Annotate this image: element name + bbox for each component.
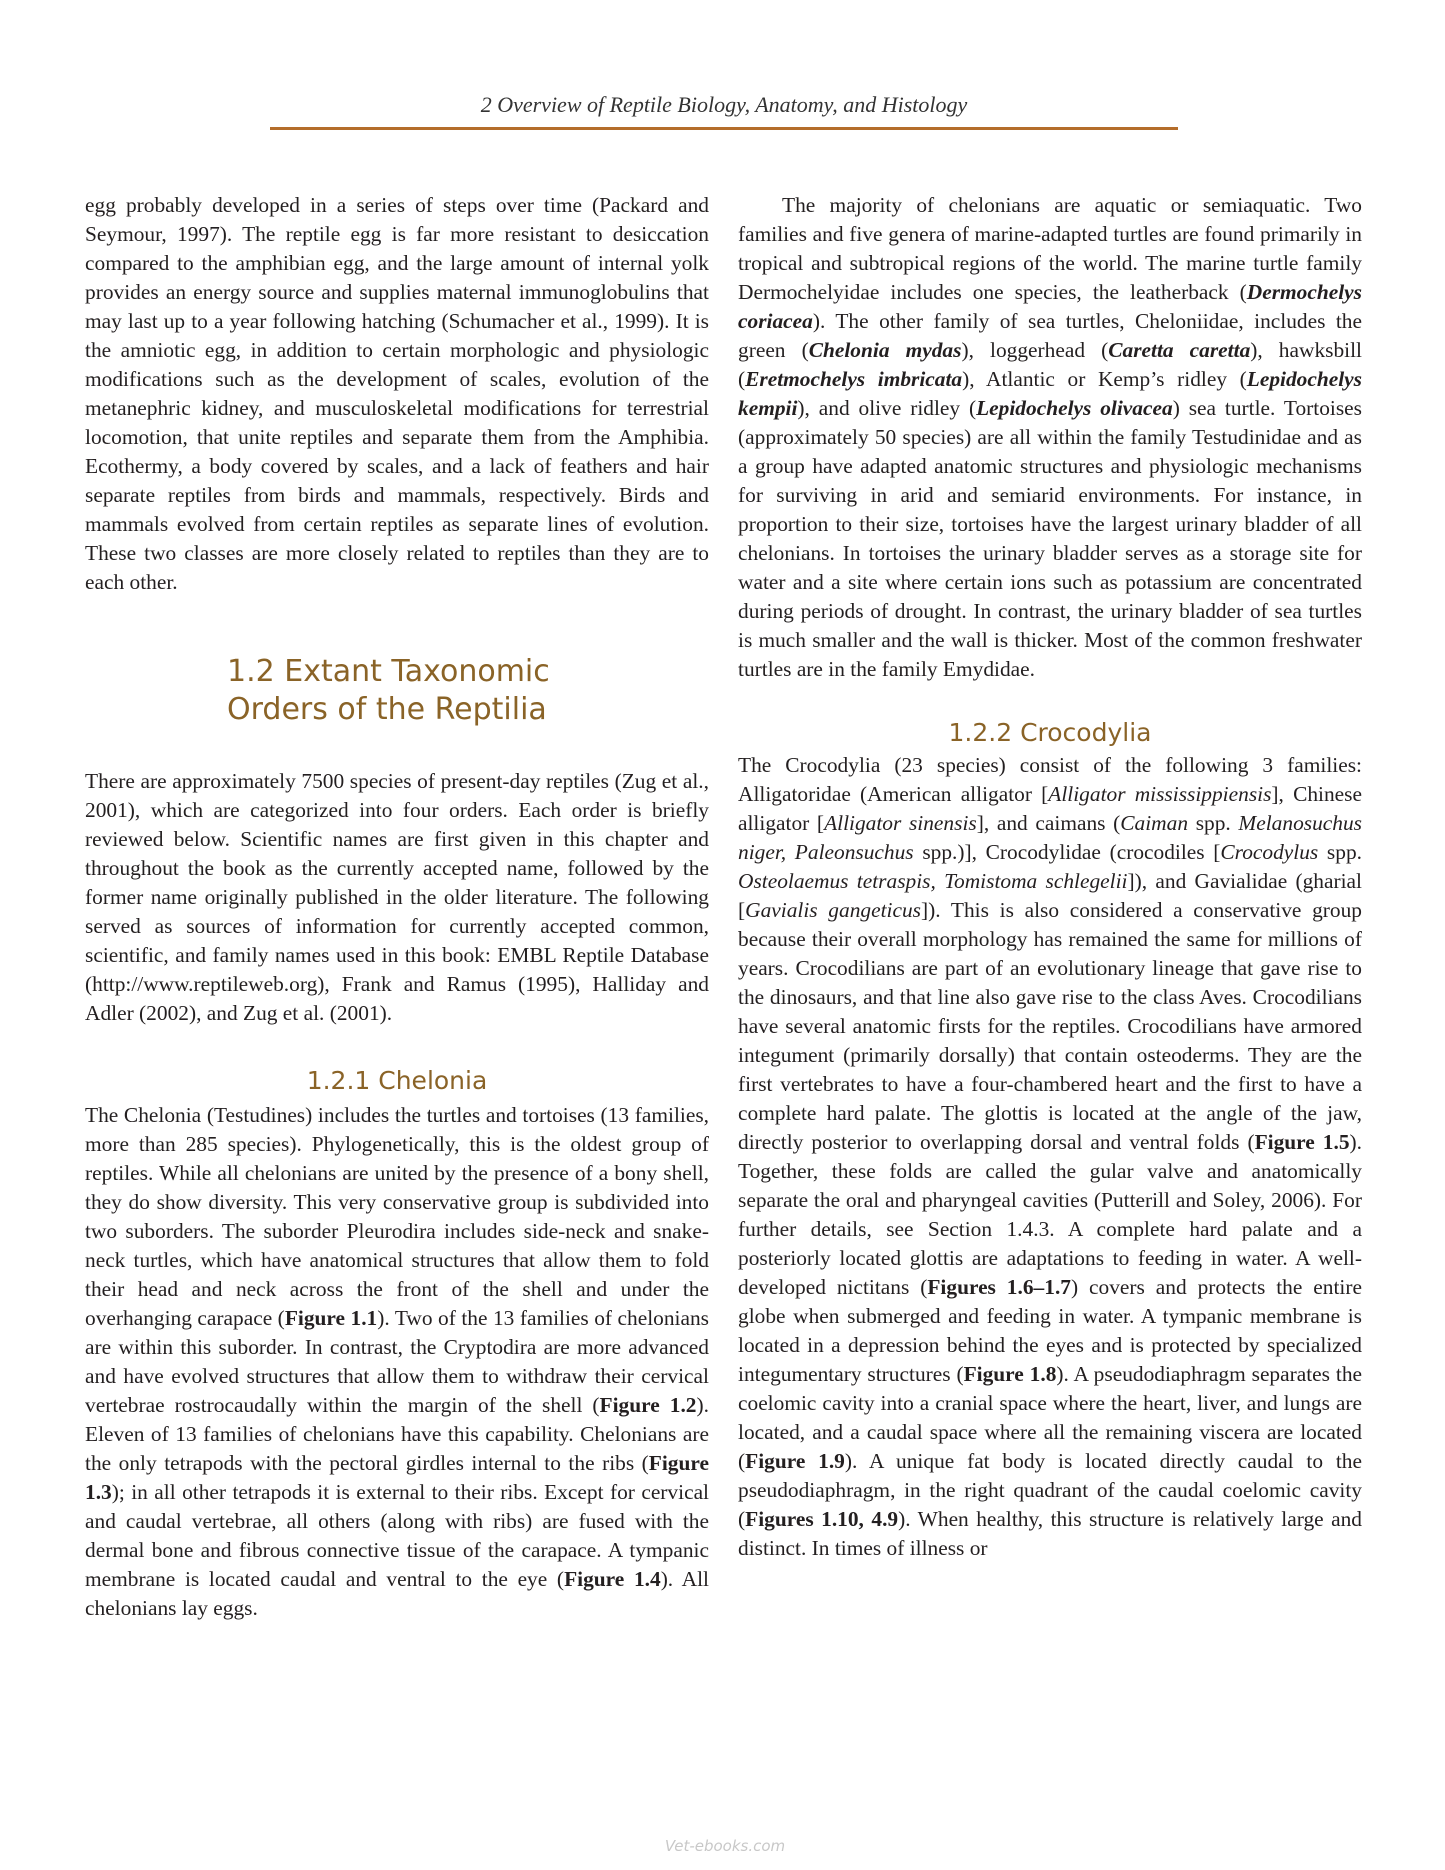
header-rule xyxy=(270,127,1178,130)
species-name: Caretta caretta xyxy=(1108,338,1251,362)
section-heading xyxy=(227,653,709,729)
subsection-heading: 1.2.1 Chelonia xyxy=(306,1066,488,1095)
species-name: Alligator mississippiensis xyxy=(1048,782,1272,806)
figure-ref: Figure 1.1 xyxy=(284,1306,378,1330)
subsection-heading: 1.2.2 Crocodylia xyxy=(948,718,1152,747)
species-name: Alligator sinensis xyxy=(824,811,977,835)
figure-ref: Figure 1.3 xyxy=(85,1451,709,1504)
paragraph: The Crocodylia (23 species) consist of the following 3 families: Alligatoridae (American alligator [Alligator mississippiensis], Chinese alligator [Alligator sinensis], and caimans (Caiman spp. Melanosuchus niger, Paleonsuchus spp.)], Crocodylidae (crocodiles [Crocodylus spp. Osteolaemus tetraspis, Tomistoma schlegelii]), and Gavialidae (gharial [Gavialis gangeticus]). This is also considered a conservative group because their overall morphology has remained the same for millions of years. Crocodilians are part of an evolutionary lineage that gave rise to the dinosaurs, and that line also gave rise to the class Aves. Crocodilians have several anatomic firsts for the reptiles. Crocodilians have armored integument (primarily dorsally) that contain osteoderms. They are the first vertebrates to have a four-chambered heart and the first to have a complete hard palate. The glottis is located at the angle of the jaw, directly posterior to overlapping dorsal and ventral folds (Figure 1.5). Together, these folds are called the gular valve and anatomically separate the oral and pharyngeal cavities (Putterill and Soley, 2006). For further details, see Section 1.4.3. A complete hard palate and a posteriorly located glottis are adaptations to feeding in water. A well-developed nictitans (Figures 1.6–1.7) covers and protects the entire globe when submerged and feeding in water. A tympanic membrane is located in a depression behind the eyes and is protected by specialized integumentary structures (Figure 1.8). A pseudodiaphragm separates the coelomic cavity into a cranial space where the heart, liver, and lungs are located, and a caudal space where all the remaining viscera are located (Figure 1.9). A unique fat body is located directly caudal to the pseudodiaphragm, in the right quadrant of the caudal coelomic cavity (Figures 1.10, 4.9). When healthy, this structure is relatively large and distinct. In times of illness or xyxy=(738,753,1363,1560)
paragraph: There are approximately 7500 species of present-day reptiles (Zug et al., 2001), which are categorized into four orders. Each order is briefly reviewed below. Scientific names are first given in this chapter and throughout the book as the currently accepted name, followed by the former name originally published in the older literature. The following served as sources of information for currently accepted common, scientific, and family names used in this book: EMBL Reptile Database (http://www.reptileweb.org), Frank and Ramus (1995), Halliday and Adler (2002), and Zug et al. (2001). xyxy=(85,769,709,1025)
species-name: Caiman xyxy=(1120,811,1189,835)
figure-ref: Figures 1.10, 4.9 xyxy=(745,1507,899,1531)
figure-ref: Figure 1.5 xyxy=(1254,1130,1350,1154)
section-heading-line: Orders of the Reptilia xyxy=(227,692,547,727)
section-heading-line: 1.2 Extant Taxonomic xyxy=(227,654,550,689)
species-name: Melanosuchus niger, Paleonsuchus xyxy=(738,811,1362,864)
species-name: Lepidochelys kempii xyxy=(738,367,1363,420)
species-name: Eretmochelys imbricata xyxy=(745,367,963,391)
figure-ref: Figure 1.8 xyxy=(963,1362,1057,1386)
running-header: 2 Overview of Reptile Biology, Anatomy, and Histology xyxy=(480,92,968,117)
figure-ref: Figure 1.2 xyxy=(599,1393,697,1417)
species-name: Osteolaemus tetraspis, Tomistoma schlegelii xyxy=(738,869,1128,893)
species-name: Dermochelys coriacea xyxy=(738,280,1362,333)
right-column xyxy=(738,191,1362,1563)
species-name: Crocodylus xyxy=(1220,840,1319,864)
species-name: Chelonia mydas xyxy=(808,338,962,362)
watermark-logo: Vet-ebooks.com xyxy=(664,1837,786,1855)
paragraph: egg probably developed in a series of steps over time (Packard and Seymour, 1997). The reptile egg is far more resistant to desiccation compared to the amphibian egg, and the large amount of internal yolk provides an energy source and supplies maternal immunoglobulins that may last up to a year following hatching (Schumacher et al., 1999). It is the amniotic egg, in addition to certain morphologic and physiologic modifications such as the development of scales, evolution of the metanephric kidney, and musculoskeletal modifications for terrestrial locomotion, that unite reptiles and separate them from the Amphibia. Ecothermy, a body covered by scales, and a lack of feathers and hair separate reptiles from birds and mammals, respectively. Birds and mammals evolved from certain reptiles as separate lines of evolution. These two classes are more closely related to reptiles than they are to each other. xyxy=(85,193,709,594)
figure-ref: Figures 1.6–1.7 xyxy=(927,1275,1071,1299)
left-column xyxy=(85,191,709,1623)
species-name: Gavialis gangeticus xyxy=(745,898,921,922)
paragraph: The Chelonia (Testudines) includes the turtles and tortoises (13 families, more than 285 species). Phylogenetically, this is the oldest group of reptiles. While all chelonians are united by the presence of a bony shell, they do show diversity. This very conservative group is subdivided into two suborders. The suborder Pleurodira includes side-neck and snake-neck turtles, which have anatomical structures that allow them to fold their head and neck across the front of the shell and under the overhanging carapace (Figure 1.1). Two of the 13 families of chelonians are within this suborder. In contrast, the Cryptodira are more advanced and have evolved structures that allow them to withdraw their cervical vertebrae rostrocaudally within the margin of the shell (Figure 1.2). Eleven of 13 families of chelonians have this capability. Chelonians are the only tetrapods with the pectoral girdles internal to the ribs (Figure 1.3); in all other tetrapods it is external to their ribs. Except for cervical and caudal vertebrae, all others (along with ribs) are fused with the dermal bone and fibrous connective tissue of the carapace. A tympanic membrane is located caudal and ventral to the eye (Figure 1.4). All chelonians lay eggs. xyxy=(85,1103,709,1620)
species-name: Lepidochelys olivacea xyxy=(976,396,1173,420)
figure-ref: Figure 1.4 xyxy=(564,1567,661,1591)
figure-ref: Figure 1.9 xyxy=(745,1449,845,1473)
paragraph: The majority of chelonians are aquatic or semiaquatic. Two families and five genera of marine-adapted turtles are found primarily in tropical and subtropical regions of the world. The marine turtle family Dermochelyidae includes one species, the leatherback (Dermochelys coriacea). The other family of sea turtles, Cheloniidae, includes the green (Chelonia mydas), loggerhead (Caretta caretta), hawksbill (Eretmochelys imbricata), Atlantic or Kemp’s ridley (Lepidochelys kempii), and olive ridley (Lepidochelys olivacea) sea turtle. Tortoises (approximately 50 species) are all within the family Testudinidae and as a group have adapted anatomic structures and physiologic mechanisms for surviving in arid and semiarid environments. For instance, in proportion to their size, tortoises have the largest urinary bladder of all chelonians. In tortoises the urinary bladder serves as a storage site for water and a site where certain ions such as potassium are concentrated during periods of drought. In contrast, the urinary bladder of sea turtles is much smaller and the wall is thicker. Most of the common freshwater turtles are in the family Emydidae. xyxy=(738,193,1363,681)
